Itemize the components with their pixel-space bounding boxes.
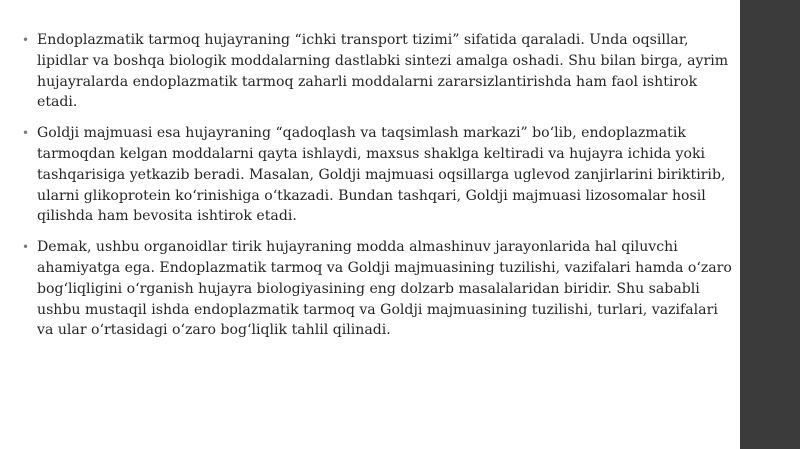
bullet-icon: • [22,33,30,47]
bullet-paragraph-golgi [22,123,734,227]
bullet-paragraph-conclusion [22,237,734,341]
right-sidebar-panel [740,0,800,449]
bullet-icon: • [22,126,30,141]
paragraph-text: Endoplazmatik tarmoq hujayraning “ichki transport tizimi” sifatida qaraladi. Unda oqsillar, lipidlar va boshqa biologik moddalarning dastlabki sintezi amalga oshadi. Shu bilan birga, ayrim hujayralarda endoplazmatik tarmoq zaharli moddalarni zararsizlantirishda ham faol ishtirok etadi. [37,32,729,111]
paragraph-text: Goldji majmuasi esa hujayraning “qadoqlash va taqsimlash markazi” boʻlib, endoplazmatik tarmoqdan kelgan moddalarni qayta ishlaydi, maxsus shaklga keltiradi va hujayra ichida yoki tashqarisiga yetkazib beradi. Masalan, Goldji majmuasi oqsillarga uglevod zanjirlarini biriktirib, ularni glikoprotein koʻrinishiga oʻtkazadi. Bundan tashqari, Goldji majmuasi lizosomalar hosil qilishda ham bevosita ishtirok etadi. [37,125,726,225]
bullet-icon: • [22,240,30,255]
bullet-paragraph-endoplasmic-reticulum [22,30,734,113]
bullet-list [22,30,734,351]
paragraph-text: Demak, ushbu organoidlar tirik hujayraning modda almashinuv jarayonlarida hal qiluvchi ahamiyatga ega. Endoplazmatik tarmoq va Goldji majmuasining tuzilishi, vazifalari hamda oʻzaro bogʻliqligini oʻrganish hujayra biologiyasining eng dolzarb masalalaridan biridir. Shu sababli ushbu mustaqil ishda endoplazmatik tarmoq va Goldji majmuasining tuzilishi, turlari, vazifalari va ular oʻrtasidagi oʻzaro bogʻliqlik tahlil qilinadi. [37,239,732,339]
